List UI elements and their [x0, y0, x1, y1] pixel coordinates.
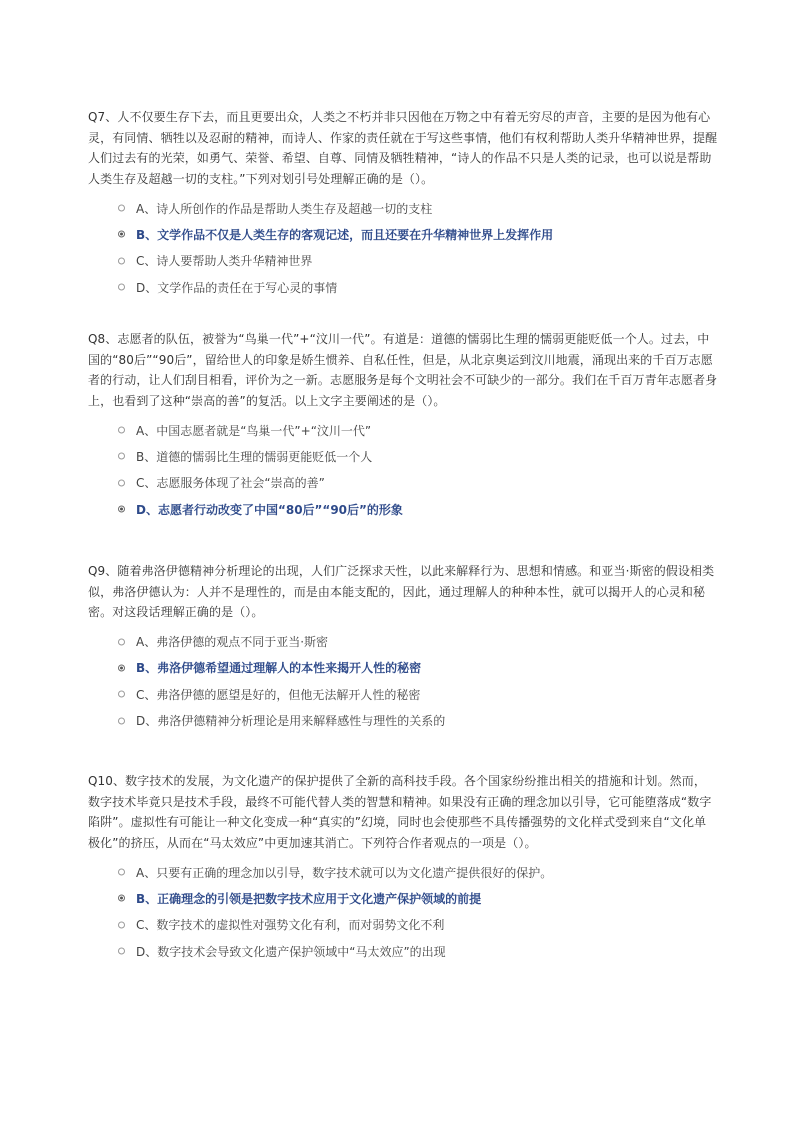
radio-icon[interactable]: [118, 479, 125, 486]
option-d[interactable]: [88, 938, 718, 964]
option-label: D、弗洛伊德精神分析理论是用来解释感性与理性的关系的: [136, 714, 446, 729]
option-c[interactable]: [88, 248, 718, 274]
option-label: D、文学作品的责任在于写心灵的事情: [136, 280, 338, 295]
option-d[interactable]: [88, 496, 718, 522]
option-label: D、数字技术会导致文化遗产保护领域中“马太效应”的出现: [136, 944, 446, 959]
radio-icon[interactable]: [118, 638, 125, 645]
option-label: D、志愿者行动改变了中国“80后”“90后”的形象: [136, 502, 403, 517]
radio-icon[interactable]: [118, 257, 125, 264]
option-label: B、弗洛伊德希望通过理解人的本性来揭开人性的秘密: [136, 661, 422, 676]
question-q8: [88, 329, 718, 522]
option-b[interactable]: [88, 443, 718, 469]
option-b[interactable]: [88, 655, 718, 681]
option-label: C、弗洛伊德的愿望是好的，但他无法解开人性的秘密: [136, 687, 421, 702]
radio-checked-icon[interactable]: [118, 895, 125, 902]
option-label: B、道德的懦弱比生理的懦弱更能贬低一个人: [136, 449, 373, 464]
question-text: Q9、随着弗洛伊德精神分析理论的出现，人们广泛探求天性，以此来解释行为、思想和情感。和亚当·斯密的假设相类似，弗洛伊德认为：人并不是理性的，而是由本能支配的，因此，通过理解人的种种本性，就可以揭开人的心灵和秘密。对这段话理解正确的是（）。: [88, 564, 715, 619]
option-c[interactable]: [88, 681, 718, 707]
radio-icon[interactable]: [118, 869, 125, 876]
radio-checked-icon[interactable]: [118, 506, 125, 513]
option-label: B、文学作品不仅是人类生存的客观记述，而且还要在升华精神世界上发挥作用: [136, 227, 554, 242]
option-d[interactable]: [88, 274, 718, 300]
option-label: C、诗人要帮助人类升华精神世界: [136, 254, 313, 269]
option-c[interactable]: [88, 470, 718, 496]
radio-icon[interactable]: [118, 427, 125, 434]
option-a[interactable]: [88, 859, 718, 885]
option-d[interactable]: [88, 707, 718, 733]
option-b[interactable]: [88, 885, 718, 911]
radio-icon[interactable]: [118, 205, 125, 212]
radio-icon[interactable]: [118, 691, 125, 698]
option-list: [88, 195, 718, 300]
option-b[interactable]: [88, 221, 718, 247]
option-label: A、只要有正确的理念加以引导，数字技术就可以为文化遗产提供很好的保护。: [136, 865, 553, 880]
option-a[interactable]: [88, 629, 718, 655]
question-text: Q10、数字技术的发展，为文化遗产的保护提供了全新的高科技手段。各个国家纷纷推出相关的措施和计划。然而，数字技术毕竟只是技术手段，最终不可能代替人类的智慧和精神。如果没有正确的理念加以引导，它可能堕落成“数字陷阱”。虚拟性有可能让一种文化变成一种“真实的”幻境，同时也会使那些不具传播强势的文化样式受到来自“文化单极化”的挤压，从而在“马太效应”中更加速其消亡。下列符合作者观点的一项是（）。: [88, 774, 712, 850]
radio-icon[interactable]: [118, 948, 125, 955]
option-list: [88, 859, 718, 964]
question-text: Q8、志愿者的队伍，被誉为“鸟巢一代”+“汶川一代”。有道是：道德的懦弱比生理的懦弱更能贬低一个人。过去，中国的“80后”“90后”，留给世人的印象是娇生惯养、自私任性，但是，从北京奥运到汶川地震，涌现出来的千百万志愿者的行动，让人们刮目相看，评价为之一新。志愿服务是每个文明社会不可缺少的一部分。我们在千百万青年志愿者身上，也看到了这种“崇高的善”的复活。以上文字主要阐述的是（）。: [88, 332, 718, 408]
radio-checked-icon[interactable]: [118, 231, 125, 238]
question-q10: [88, 771, 718, 964]
radio-icon[interactable]: [118, 453, 125, 460]
question-q7: [88, 107, 718, 300]
option-a[interactable]: [88, 195, 718, 221]
radio-checked-icon[interactable]: [118, 664, 125, 671]
question-text: Q7、人不仅要生存下去，而且更要出众，人类之不朽并非只因他在万物之中有着无穷尽的声音，主要的是因为他有心灵，有同情、牺牲以及忍耐的精神，而诗人、作家的责任就在于写这些事情，他们有权利帮助人类升华精神世界，提醒人们过去有的光荣，如勇气、荣誉、希望、自尊、同情及牺牲精神，“诗人的作品不只是人类的记录，也可以说是帮助人类生存及超越一切的支柱。”下列对划引号处理解正确的是（）。: [88, 110, 718, 186]
question-q9: [88, 561, 718, 734]
option-label: A、弗洛伊德的观点不同于亚当·斯密: [136, 635, 329, 650]
option-c[interactable]: [88, 912, 718, 938]
option-label: A、中国志愿者就是“鸟巢一代”+“汶川一代”: [136, 423, 372, 438]
option-list: [88, 629, 718, 734]
radio-icon[interactable]: [118, 921, 125, 928]
option-label: A、诗人所创作的作品是帮助人类生存及超越一切的支柱: [136, 201, 433, 216]
option-label: C、志愿服务体现了社会“崇高的善”: [136, 476, 325, 491]
option-label: B、正确理念的引领是把数字技术应用于文化遗产保护领域的前提: [136, 891, 482, 906]
option-list: [88, 417, 718, 522]
option-label: C、数字技术的虚拟性对强势文化有利，而对弱势文化不利: [136, 918, 445, 933]
radio-icon[interactable]: [118, 717, 125, 724]
option-a[interactable]: [88, 417, 718, 443]
radio-icon[interactable]: [118, 284, 125, 291]
